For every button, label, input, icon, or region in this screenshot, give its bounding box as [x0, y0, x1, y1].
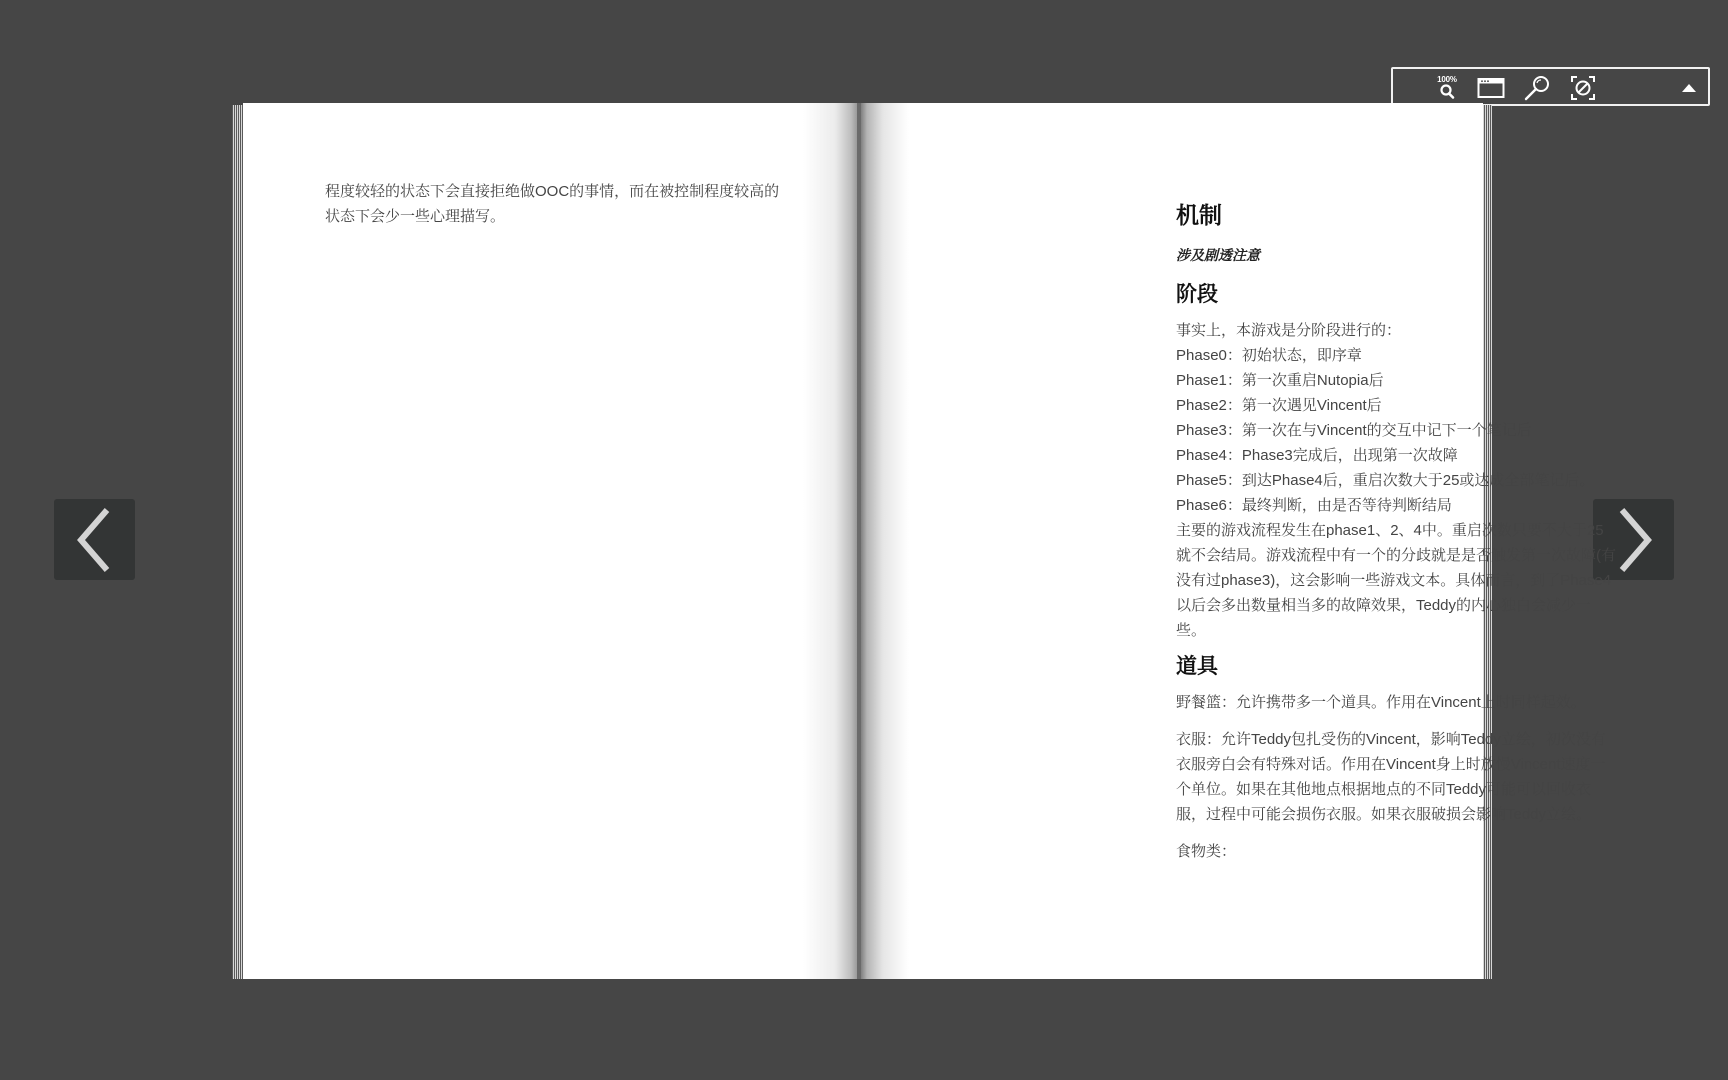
magnifier-button[interactable] [1519, 73, 1555, 103]
auto-flip-button[interactable] [1565, 73, 1601, 103]
collapse-toolbar-icon [1680, 82, 1698, 94]
fullscreen-button[interactable] [1473, 73, 1509, 103]
left-page-paragraph: 程度较轻的状态下会直接拒绝做OOC的事情，而在被控制程度较高的状态下会少一些心理描写。 [325, 183, 780, 225]
phase-summary-line: 就不会结局。游戏流程中有一个的分歧就是是否触发第一次故障(有 [1176, 547, 1616, 564]
item-clothes-line: 衣服：允许Teddy包扎受伤的Vincent，影响Teddy立绘，初次没有 [1176, 731, 1606, 748]
phase-item: Phase4：Phase3完成后，出现第一次故障 [1176, 447, 1458, 464]
phases-block [1176, 318, 1646, 643]
heading-phases: 阶段 [1176, 283, 1218, 306]
collapse-toolbar-button[interactable] [1675, 73, 1703, 103]
book-gutter [857, 103, 861, 979]
auto-flip-icon [1570, 75, 1596, 101]
phase-item: Phase6：最终判断，由是否等待判断结局 [1176, 497, 1452, 514]
phase-summary-line: 主要的游戏流程发生在phase1、2、4中。重启次数只要不大于25 [1176, 522, 1604, 539]
item-clothes-line: 个单位。如果在其他地点根据地点的不同Teddy可能可以回收衣 [1176, 781, 1592, 798]
chevron-left-icon [75, 507, 115, 573]
item-picnic-basket: 野餐篮：允许携带多一个道具。作用在Vincent上时同样起效。 [1176, 694, 1586, 711]
item-food: 食物类： [1176, 843, 1237, 860]
item-clothes-line: 服，过程中可能会损伤衣服。如果衣服破损会影响Teddy立绘。 [1176, 806, 1592, 823]
phase-summary-line: 没有过phase3)，这会影响一些游戏文本。具体而言，到了Phase4 [1176, 572, 1612, 589]
phase-item: Phase0：初始状态，即序章 [1176, 347, 1362, 364]
phase-intro: 事实上，本游戏是分阶段进行的： [1176, 322, 1402, 339]
phase-item: Phase1：第一次重启Nutopia后 [1176, 372, 1384, 389]
heading-mechanism: 机制 [1176, 202, 1222, 228]
item-clothes-line: 衣服旁白会有特殊对话。作用在Vincent身上时放慢Vincent速度一 [1176, 756, 1606, 773]
book-spread [232, 103, 1616, 979]
fullscreen-icon [1477, 77, 1505, 99]
phase-summary-line: 以后会多出数量相当多的故障效果，Teddy的内心独白会减少一 [1176, 597, 1592, 614]
phase-item: Phase3：第一次在与Vincent的交互中记下一个笔记后 [1176, 422, 1532, 439]
phase-summary-line: 些。 [1176, 622, 1207, 639]
heading-items: 道具 [1176, 655, 1218, 678]
right-page[interactable] [859, 103, 1616, 979]
spoiler-note: 涉及剧透注意 [1176, 247, 1260, 263]
zoom-percent-label: 100% [1437, 75, 1457, 84]
zoom-button[interactable] [1429, 73, 1465, 103]
magnifier-icon [1523, 75, 1551, 101]
right-page-content [1176, 201, 1646, 864]
phase-item: Phase5：到达Phase4后，重启次数大于25或达成全部笔记后。 [1176, 472, 1595, 489]
previous-page-button[interactable] [54, 499, 135, 580]
phase-item: Phase2：第一次遇见Vincent后 [1176, 397, 1382, 414]
left-page[interactable] [243, 103, 859, 979]
viewer-toolbar [1391, 67, 1710, 106]
item-clothes [1176, 727, 1646, 827]
